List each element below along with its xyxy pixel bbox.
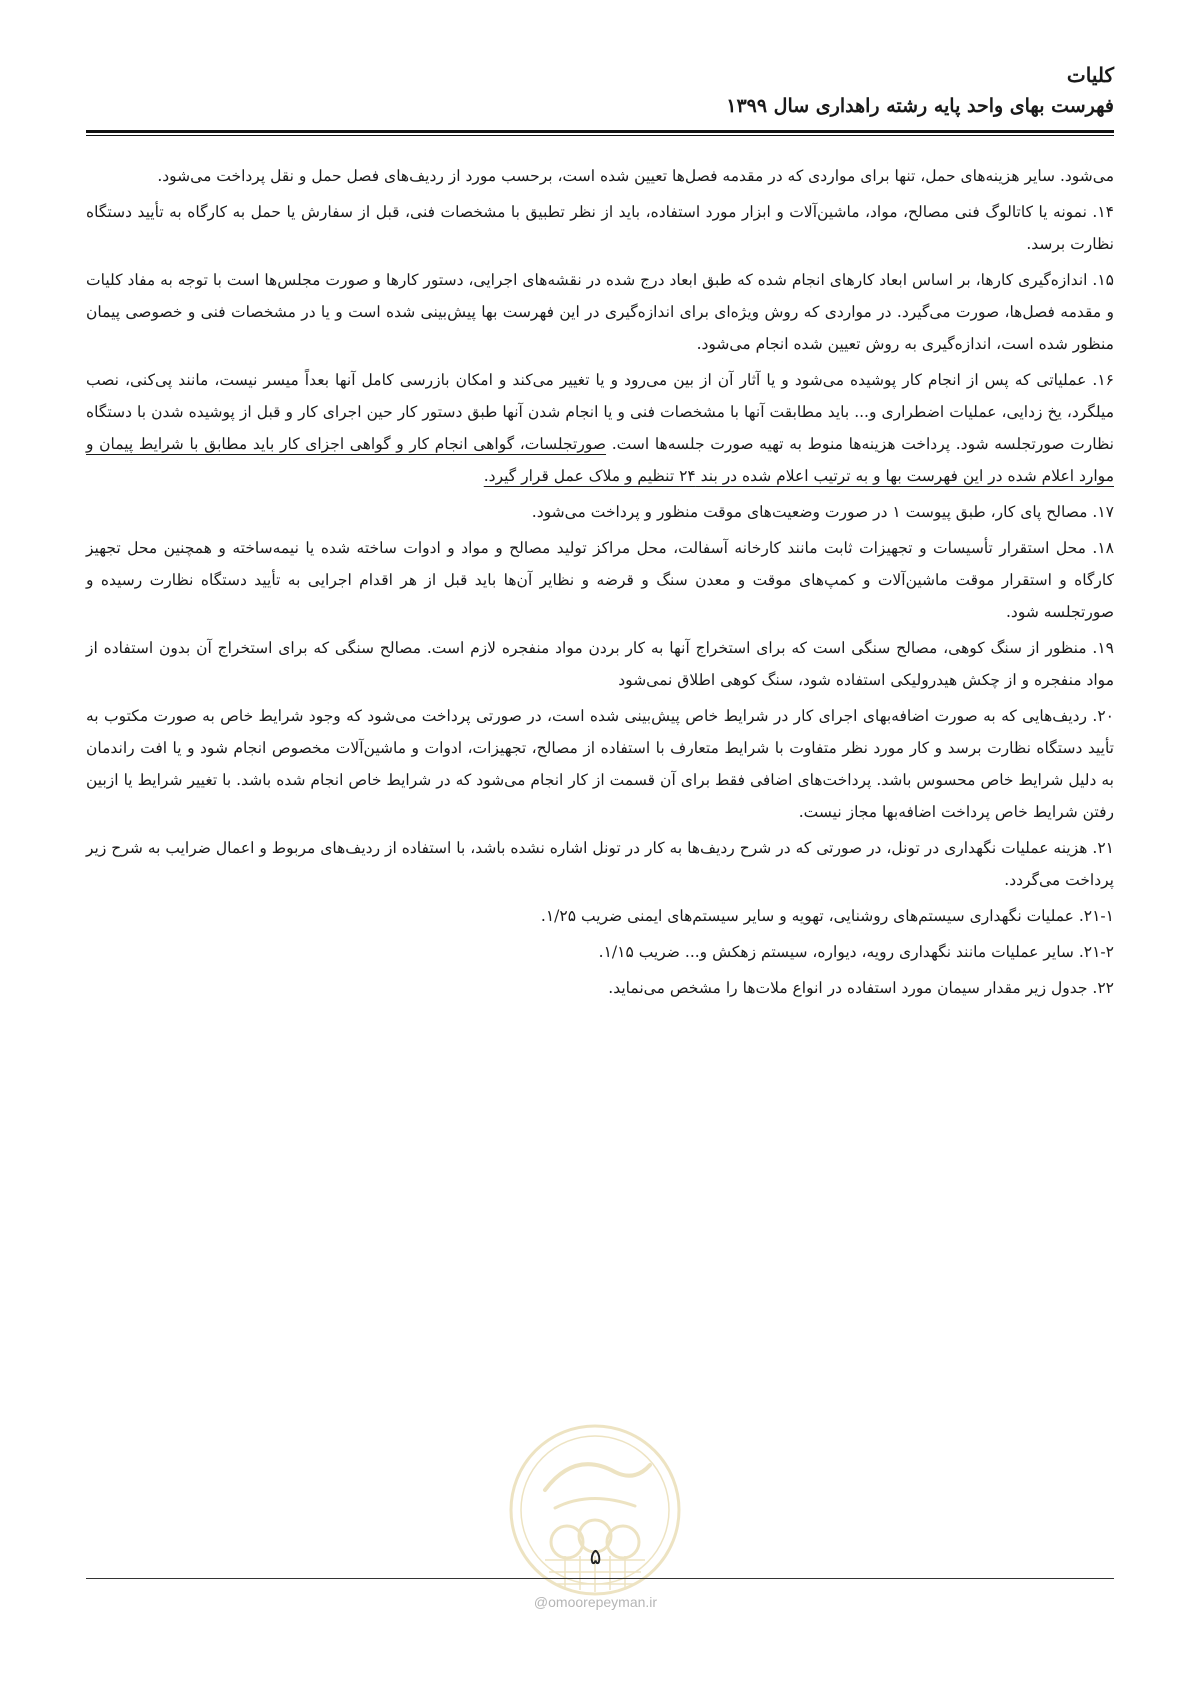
footer-site-link: @omoorepeyman.ir (533, 1594, 658, 1610)
paragraph-intro: می‌شود. سایر هزینه‌های حمل، تنها برای مواردی که در مقدمه فصل‌ها تعیین شده است، برحسب مورد از ردیف‌های فصل حمل و نقل پرداخت می‌شود. (157, 167, 1114, 185)
paragraph-19: ۱۹. منظور از سنگ کوهی، مصالح سنگی است که برای استخراج آنها به کار بردن مواد منفجره لازم است. مصالح سنگی که برای استخراج آن بدون استفاده از مواد منفجره و از چکش هیدرولیکی استفاده شود، سنگ کوهی اطلاق نمی‌شود (86, 639, 1114, 689)
paragraph-16-text: ۱۶. عملیاتی که پس از انجام کار پوشیده می‌شود و یا آثار آن از بین می‌رود و یا تغییر می‌کند و امکان بازرسی کامل آنها بعداً میسر نیست، مانند پی‌کنی، نصب میلگرد، یخ زدایی، عملیات اضطراری و... باید مطابقت آنها با مشخصات فنی و یا انجام شدن آنها طبق دستور کار حین اجرای کار و قبل از پوشیده شدن با دستگاه نظارت صورتجلسه شود. پرداخت هزینه‌ها منوط به تهیه صورت جلسه‌ها است. (86, 371, 1114, 453)
paragraph-21-2: ۲۱-۲. سایر عملیات مانند نگهداری رویه، دیواره، سیستم زهکش و... ضریب ۱/۱۵. (598, 943, 1114, 961)
paragraph-16-underlined-text: صورتجلسات، گواهی انجام کار و گواهی اجزای کار باید مطابق با شرایط پیمان و موارد اعلام شده در این فهرست بها و به ترتیب اعلام شده در بند ۲۴ تنظیم و ملاک عمل قرار گیرد. (86, 435, 1114, 485)
page-number: ۵ (589, 1545, 602, 1570)
watermark-logo (505, 1420, 685, 1600)
watermark-seal-icon (505, 1420, 685, 1600)
paragraph-17: ۱۷. مصالح پای کار، طبق پیوست ۱ در صورت وضعیت‌های موقت منظور و پرداخت می‌شود. (531, 503, 1114, 521)
paragraph-16 (86, 364, 1114, 492)
footer-rule (86, 1578, 1114, 1579)
paragraph-20: ۲۰. ردیف‌هایی که به صورت اضافه‌بهای اجرای کار در شرایط خاص پیش‌بینی شده است، در صورتی پرداخت می‌شود که وجود شرایط خاص به صورت مکتوب به تأیید دستگاه نظارت برسد و کار مورد نظر متفاوت با شرایط متعارف با استفاده از مصالح، تجهیزات، ادوات و ماشین‌آلات مخصوص انجام شود و یا افت راندمان به دلیل شرایط خاص محسوس باشد. پرداخت‌های اضافی فقط برای آن قسمت از کار انجام می‌شود که در شرایط خاص انجام شده باشد. با تغییر شرایط یا ازبین رفتن شرایط خاص پرداخت اضافه‌بها مجاز نیست. (86, 707, 1114, 821)
header-rule-thick (86, 130, 1114, 133)
document-body (86, 160, 1114, 1008)
paragraph-22: ۲۲. جدول زیر مقدار سیمان مورد استفاده در انواع ملات‌ها را مشخص می‌نماید. (608, 979, 1114, 997)
header-title: کلیات (1066, 63, 1114, 87)
paragraph-21-1: ۲۱-۱. عملیات نگهداری سیستم‌های روشنایی، تهویه و سایر سیستم‌های ایمنی ضریب ۱/۲۵. (540, 907, 1114, 925)
paragraph-14: ۱۴. نمونه یا کاتالوگ فنی مصالح، مواد، ماشین‌آلات و ابزار مورد استفاده، باید از نظر تطبیق با مشخصات فنی، قبل از سفارش یا حمل به کارگاه به تأیید دستگاه نظارت برسد. (86, 203, 1114, 253)
header-subtitle: فهرست بهای واحد پایه رشته راهداری سال ۱۳۹۹ (726, 95, 1114, 117)
paragraph-15: ۱۵. اندازه‌گیری کارها، بر اساس ابعاد کارهای انجام شده که طبق ابعاد درج شده در نقشه‌های اجرایی، دستور کارها و صورت مجلس‌ها است با توجه به مفاد کلیات و مقدمه فصل‌ها، صورت می‌گیرد. در مواردی که روش ویژه‌ای برای اندازه‌گیری در این فهرست بها پیش‌بینی شده است و یا در مشخصات فنی و خصوصی پیمان منظور شده است، اندازه‌گیری به روش تعیین شده انجام می‌شود. (86, 271, 1115, 353)
paragraph-18: ۱۸. محل استقرار تأسیسات و تجهیزات ثابت مانند کارخانه آسفالت، محل مراکز تولید مصالح و مواد و ادوات ساخته شده یا نیمه‌ساخته و همچنین محل تجهیز کارگاه و استقرار موقت ماشین‌آلات و کمپ‌های موقت و معدن سنگ و قرضه و نظایر آن‌ها باید قبل از هر اقدام اجرایی به تأیید دستگاه نظارت رسیده و صورتجلسه شود. (86, 539, 1114, 621)
page-header (86, 60, 1114, 120)
header-rule-thin (86, 135, 1114, 136)
paragraph-21: ۲۱. هزینه عملیات نگهداری در تونل، در صورتی که در شرح ردیف‌ها به کار در تونل اشاره نشده باشد، با استفاده از ردیف‌های مربوط و اعمال ضرایب به شرح زیر پرداخت می‌گردد. (86, 839, 1114, 889)
